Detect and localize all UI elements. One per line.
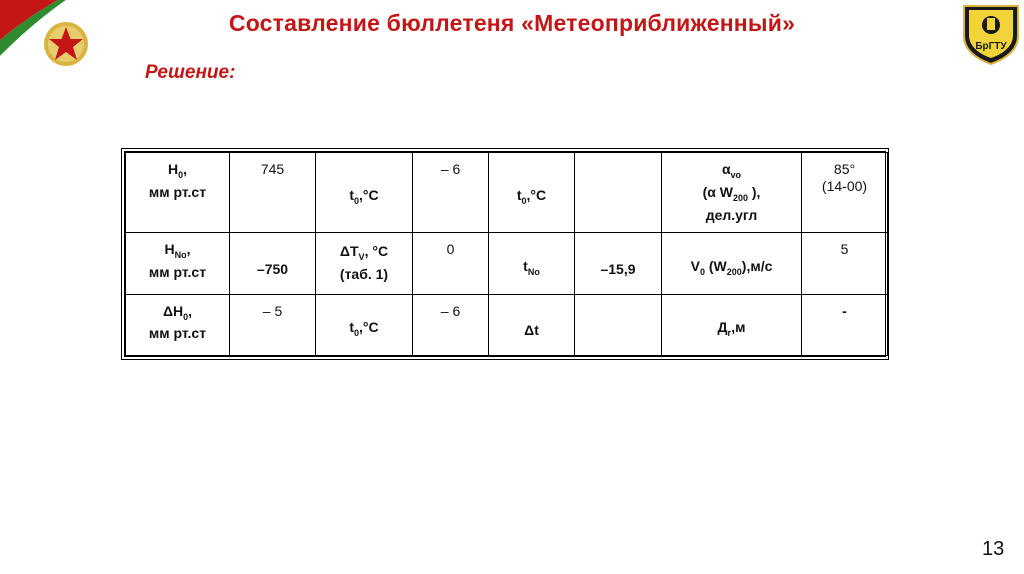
table-cell: $t_0,^\circ C$ (489, 153, 575, 233)
table-cell: $t_0,^\circ C$ (316, 153, 413, 233)
table-cell: $t_0,^\circ C$ (316, 294, 413, 355)
meteo-bulletin-table (121, 148, 889, 360)
table-cell: - (802, 294, 888, 355)
table-cell: – 5 (230, 294, 316, 355)
solution-heading: Решение: (145, 62, 236, 83)
table-cell: 85° (14-00) (802, 153, 888, 233)
table-cell: $Д_г,м$ (662, 294, 802, 355)
table-cell: – 6 (413, 294, 489, 355)
table-row (126, 153, 888, 233)
table-cell: $H_{No}$, мм рт.ст (126, 233, 230, 294)
table-cell (575, 153, 662, 233)
table-cell: $t_{No}$ (489, 233, 575, 294)
table-cell: $\alpha_{vo}$ (α $W_{200}$ ), дел.угл (662, 153, 802, 233)
table-cell: 5 (802, 233, 888, 294)
table-cell: – 6 (413, 153, 489, 233)
table-cell: –15,9 (575, 233, 662, 294)
table-cell: –750 (230, 233, 316, 294)
table-cell: $\Delta T_V$, °C (таб. 1) (316, 233, 413, 294)
table-row (126, 294, 888, 355)
page-title: Составление бюллетеня «Метеоприближенный» (228, 10, 796, 36)
table-cell (575, 294, 662, 355)
table-cell: 0 (413, 233, 489, 294)
table-cell: $H_0$, мм рт.ст (126, 153, 230, 233)
table-cell: 745 (230, 153, 316, 233)
data-table (125, 152, 888, 356)
university-logo-text: БрГТУ (975, 41, 1007, 52)
page-number: 13 (982, 538, 1005, 560)
table-cell: Δt (489, 294, 575, 355)
table-cell: $V_0$ $(W_{200}),м/с$ (662, 233, 802, 294)
table-row (126, 233, 888, 294)
table-cell: $\Delta H_0$, мм рт.ст (126, 294, 230, 355)
